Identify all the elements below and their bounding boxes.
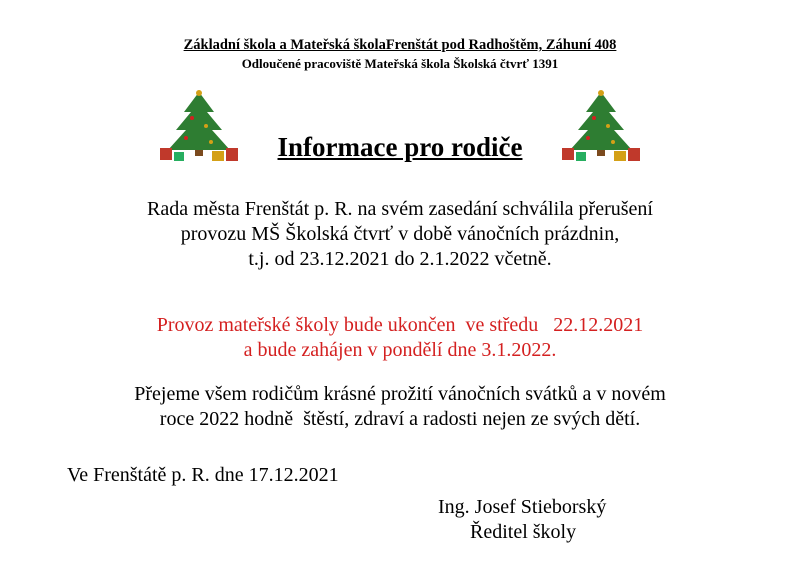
page-title: Informace pro rodiče [277,132,523,162]
holiday-wishes [0,382,800,432]
text-line: roce 2022 hodně štěstí, zdraví a radosti nejen ze svých dětí. [159,408,641,430]
text-line: Rada města Frenštát p. R. na svém zasedání schválila přerušení [147,198,653,220]
text-line: t.j. od 23.12.2021 do 2.1.2022 včetně. [248,248,552,270]
place-and-date: Ve Frenštátě p. R. dne 17.12.2021 [67,464,339,486]
operation-dates-notice [0,313,800,363]
school-name-header: Základní škola a Mateřská školaFrenštát pod Radhoštěm, Záhuní 408 [183,37,617,53]
closure-announcement [0,197,800,272]
branch-subheader: Odloučené pracoviště Mateřská škola Školská čtvrť 1391 [241,56,559,71]
text-line: Provoz mateřské školy bude ukončen ve středu 22.12.2021 [156,314,644,336]
text-line: a bude zahájen v pondělí dne 3.1.2022. [243,339,557,361]
text-line: provozu MŠ Školská čtvrť v době vánočních prázdnin, [180,223,620,245]
text-line: Přejeme všem rodičům krásné prožití vánočních svátků a v novém [134,383,666,405]
signatory-role: Ředitel školy [470,521,577,543]
signatory-name: Ing. Josef Stieborský [438,496,607,518]
